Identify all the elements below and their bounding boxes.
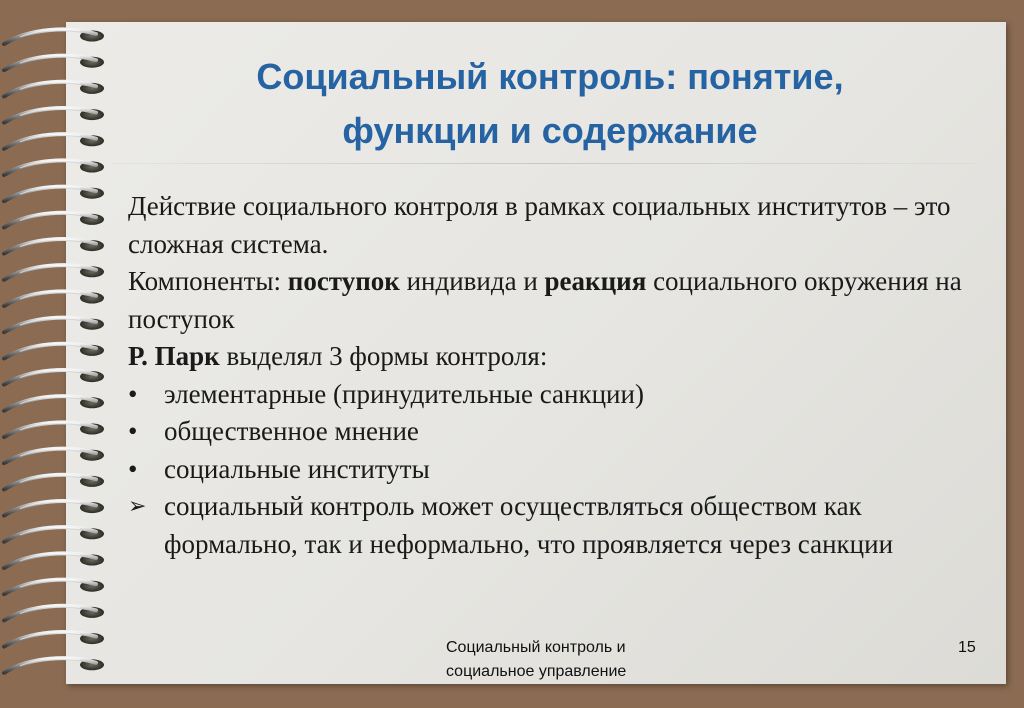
list-item-text: социальные институты — [164, 453, 430, 484]
bullet-icon: • — [128, 453, 138, 484]
components-middle: индивида и — [399, 266, 545, 296]
spiral-ring — [4, 475, 104, 490]
arrow-bullet-icon: ➢ — [128, 494, 147, 519]
park-paragraph — [128, 338, 988, 376]
arrow-list-item — [128, 488, 988, 563]
list-item-text: элементарные (принудительные санкции) — [164, 378, 644, 409]
spiral-ring — [4, 239, 104, 254]
footer-line-1: Социальный контроль и — [446, 639, 626, 656]
spiral-ring — [4, 291, 104, 306]
footer-line-2: социальное управление — [446, 663, 627, 680]
spiral-ring — [4, 187, 104, 202]
spiral-ring — [4, 501, 104, 516]
spiral-ring — [4, 606, 104, 621]
components-paragraph — [128, 263, 988, 338]
spiral-ring — [4, 134, 104, 149]
components-bold-reaction: реакция — [544, 266, 647, 296]
spiral-ring — [4, 318, 104, 333]
spiral-ring — [4, 449, 104, 464]
title-divider — [112, 163, 976, 164]
page-number: 15 — [958, 639, 976, 656]
components-suffix: социального окружения на поступок — [128, 266, 962, 334]
spiral-ring — [4, 160, 104, 175]
spiral-ring — [4, 82, 104, 97]
spiral-ring — [4, 370, 104, 385]
spiral-ring — [4, 265, 104, 280]
list-item — [128, 376, 988, 414]
spiral-ring — [4, 213, 104, 228]
list-item-text: общественное мнение — [164, 416, 419, 446]
footer-caption — [446, 636, 626, 684]
bullet-icon: • — [128, 416, 138, 446]
spiral-ring — [4, 580, 104, 595]
page-title — [100, 50, 1000, 158]
spiral-ring — [4, 344, 104, 359]
title-line-1: Социальный контроль: понятие, — [256, 56, 844, 97]
spiral-ring — [4, 56, 104, 71]
list-item — [128, 451, 988, 489]
spiral-ring — [4, 553, 104, 568]
spiral-ring — [4, 527, 104, 542]
arrow-item-text: социальный контроль может осуществляться обществом как формально, так и неформально, что проявляется через санкции — [164, 491, 894, 559]
list-item — [128, 413, 988, 451]
components-prefix: Компоненты: — [128, 266, 288, 296]
spiral-ring — [4, 658, 104, 673]
spiral-ring — [4, 108, 104, 123]
bullet-icon: • — [128, 378, 138, 409]
park-name: Р. Парк — [128, 341, 220, 371]
spiral-ring — [4, 632, 104, 647]
intro-paragraph: Действие социального контроля в рамках социальных институтов – это сложная система. — [128, 191, 951, 259]
spiral-ring — [4, 29, 104, 44]
slide-content — [128, 188, 988, 563]
components-bold-action: поступок — [287, 266, 400, 296]
spiral-ring — [4, 422, 104, 437]
park-text: выделял 3 формы контроля: — [219, 341, 548, 371]
control-forms-list — [128, 376, 988, 564]
title-line-2: функции и содержание — [342, 110, 758, 151]
spiral-ring — [4, 396, 104, 411]
